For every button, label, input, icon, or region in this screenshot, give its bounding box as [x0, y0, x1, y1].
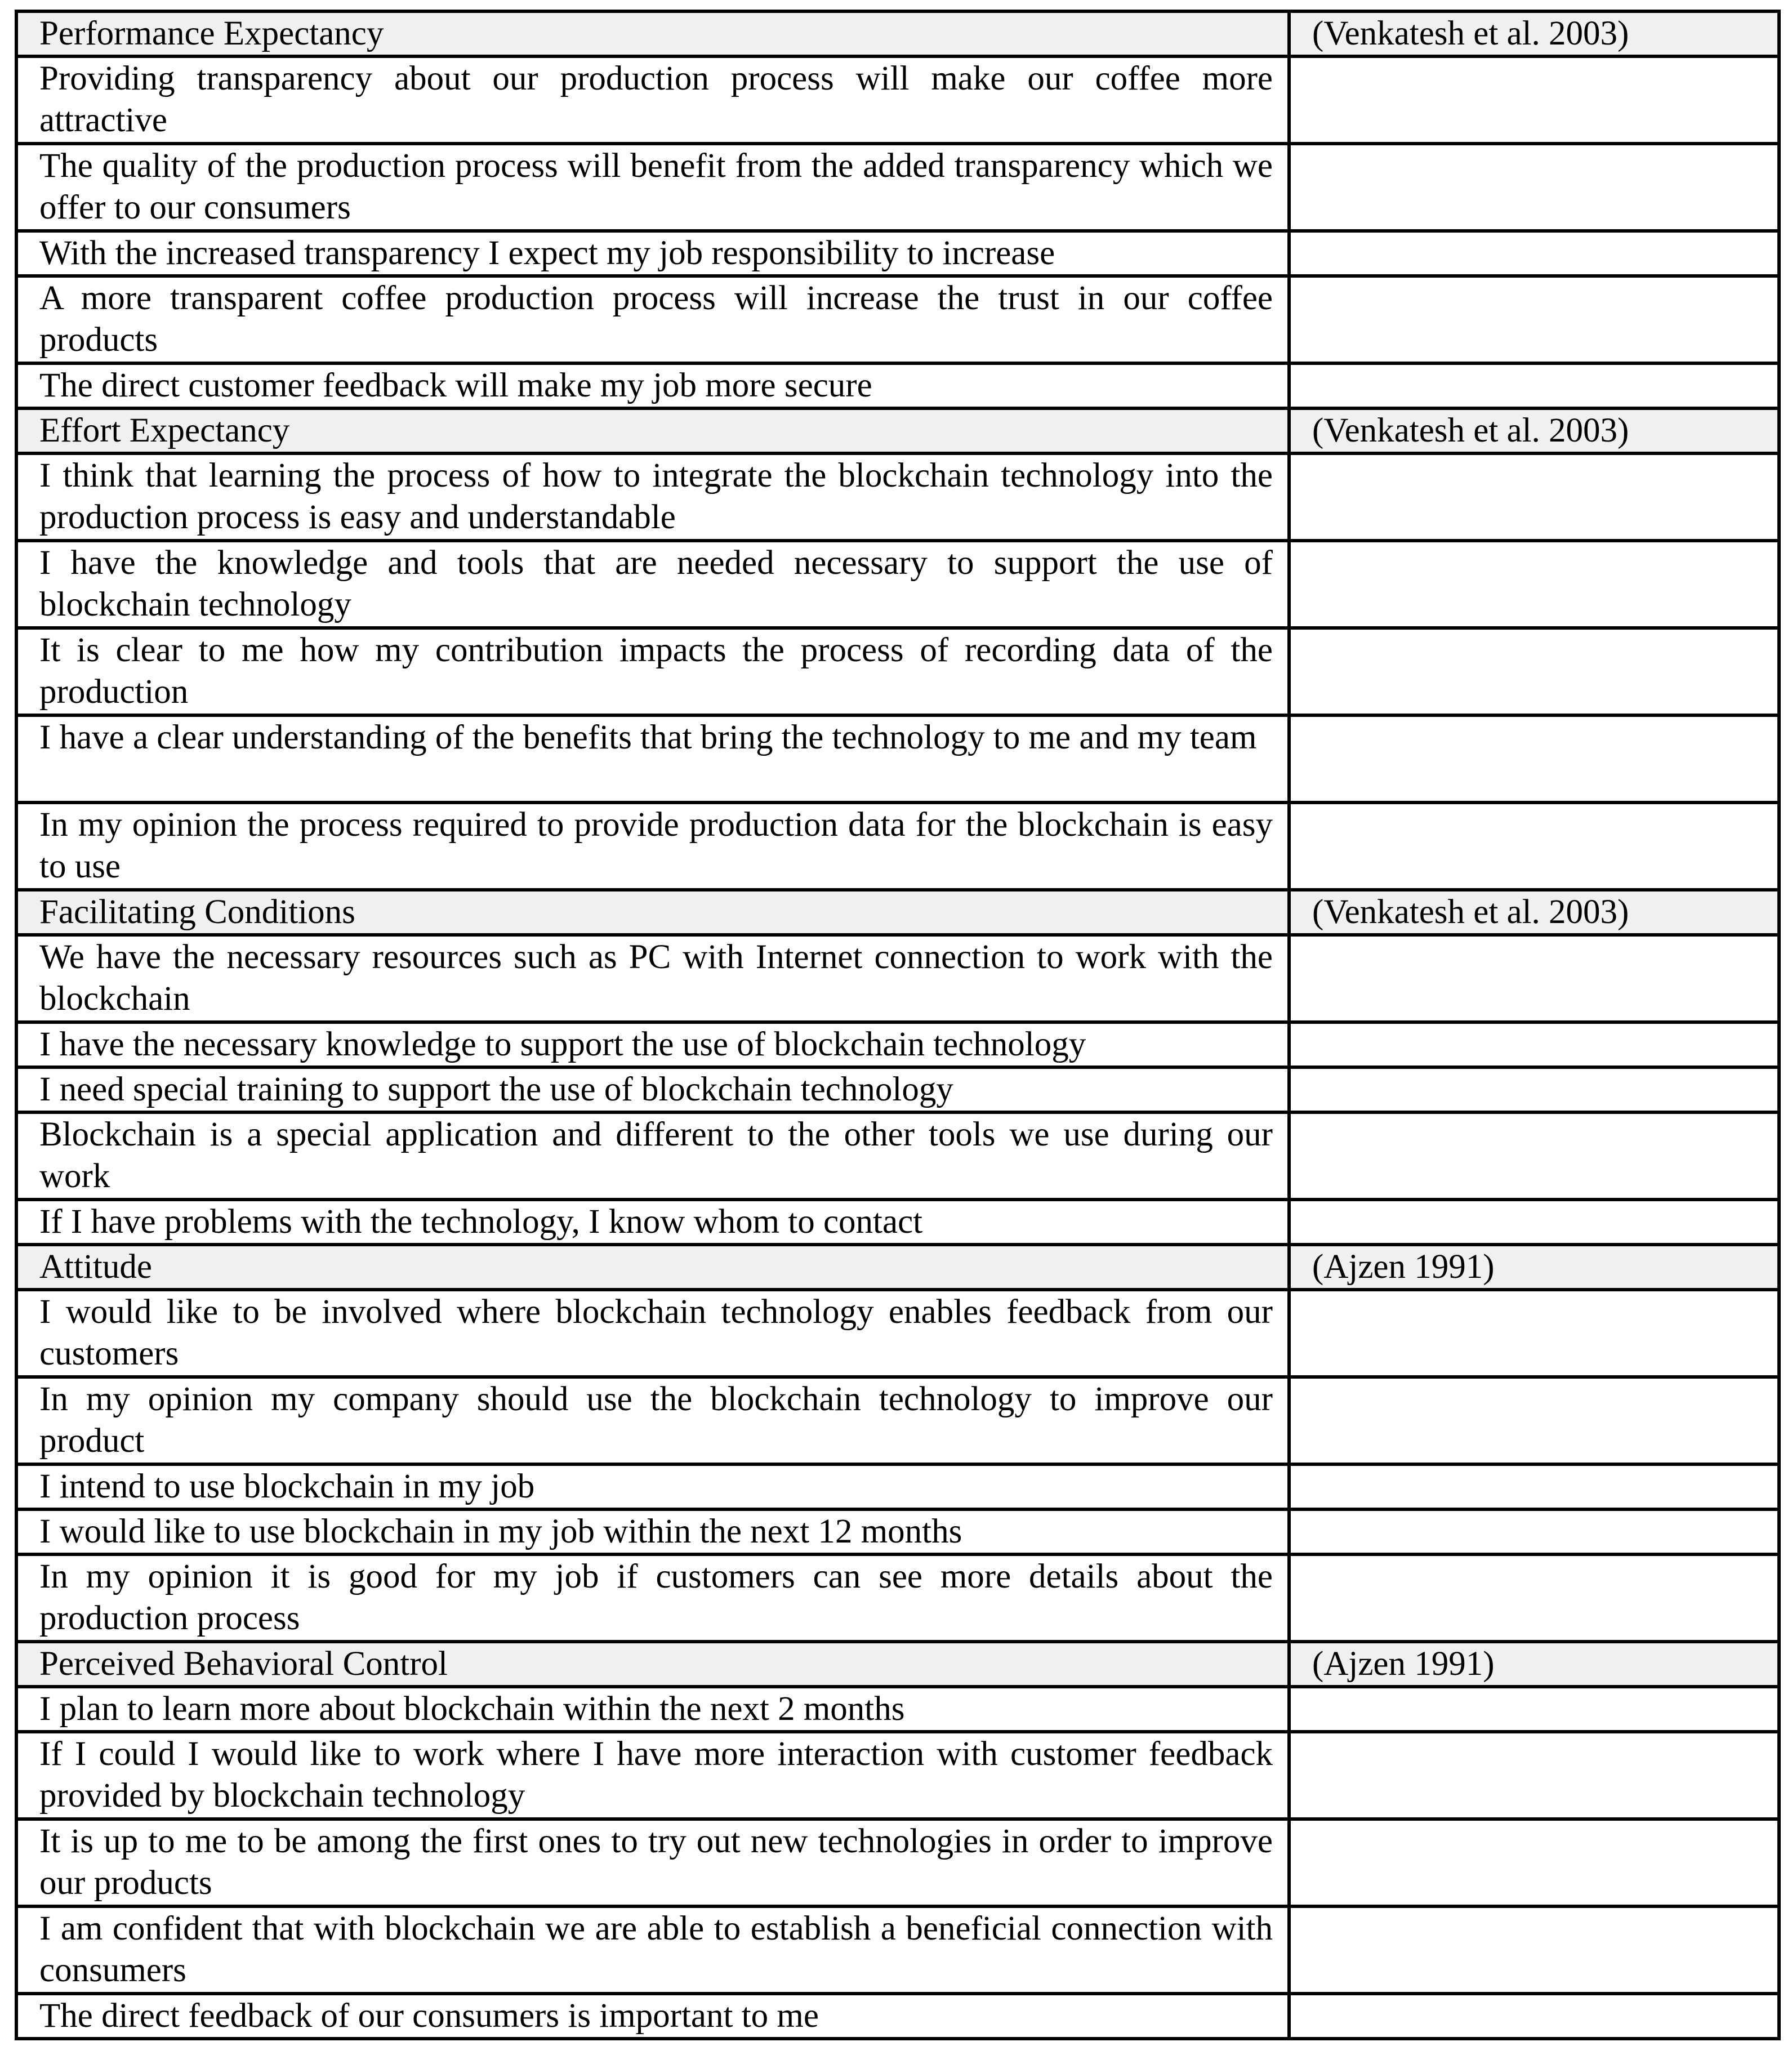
item-text: With the increased transparency I expect my job responsibility to increase [16, 231, 1289, 276]
item-text: I intend to use blockchain in my job [16, 1464, 1289, 1509]
table-row [16, 1906, 1779, 1994]
response-cell [1289, 935, 1779, 1022]
table-row [16, 1509, 1779, 1554]
section-source: (Venkatesh et al. 2003) [1289, 11, 1779, 56]
response-cell [1289, 144, 1779, 231]
item-text: If I have problems with the technology, I know whom to contact [16, 1200, 1289, 1245]
section-header-row [16, 890, 1779, 935]
table-row [16, 1067, 1779, 1112]
item-text: I think that learning the process of how to integrate the blockchain technology into the production process is easy and understandable [16, 453, 1289, 541]
item-text: It is up to me to be among the first ones to try out new technologies in order to improve our products [16, 1819, 1289, 1906]
table-row [16, 1022, 1779, 1067]
response-cell [1289, 1819, 1779, 1906]
table-row [16, 1732, 1779, 1819]
section-header-row [16, 11, 1779, 56]
table-row [16, 276, 1779, 363]
response-cell [1289, 1509, 1779, 1554]
response-cell [1289, 1200, 1779, 1245]
response-cell [1289, 541, 1779, 628]
section-header-row [16, 408, 1779, 453]
survey-items-table [15, 10, 1781, 2040]
section-source: (Ajzen 1991) [1289, 1245, 1779, 1290]
item-text: We have the necessary resources such as PC with Internet connection to work with the blockchain [16, 935, 1289, 1022]
item-text: In my opinion my company should use the blockchain technology to improve our product [16, 1377, 1289, 1464]
item-text: Blockchain is a special application and different to the other tools we use during our work [16, 1112, 1289, 1200]
table-row [16, 1200, 1779, 1245]
response-cell [1289, 453, 1779, 541]
response-cell [1289, 1022, 1779, 1067]
response-cell [1289, 803, 1779, 890]
section-source: (Ajzen 1991) [1289, 1642, 1779, 1687]
section-title: Performance Expectancy [16, 11, 1289, 56]
table-row [16, 935, 1779, 1022]
table-row [16, 56, 1779, 144]
table-row [16, 231, 1779, 276]
section-source: (Venkatesh et al. 2003) [1289, 408, 1779, 453]
table-row [16, 803, 1779, 890]
table-row [16, 1994, 1779, 2039]
table-row [16, 453, 1779, 541]
table-row [16, 1377, 1779, 1464]
response-cell [1289, 363, 1779, 408]
response-cell [1289, 276, 1779, 363]
section-source: (Venkatesh et al. 2003) [1289, 890, 1779, 935]
response-cell [1289, 628, 1779, 715]
section-title: Perceived Behavioral Control [16, 1642, 1289, 1687]
response-cell [1289, 1112, 1779, 1200]
item-text: In my opinion it is good for my job if customers can see more details about the production process [16, 1554, 1289, 1642]
response-cell [1289, 1290, 1779, 1377]
response-cell [1289, 1732, 1779, 1819]
response-cell [1289, 1994, 1779, 2039]
table-row [16, 1112, 1779, 1200]
response-cell [1289, 1687, 1779, 1732]
table-row [16, 1687, 1779, 1732]
response-cell [1289, 1906, 1779, 1994]
item-text: A more transparent coffee production process will increase the trust in our coffee products [16, 276, 1289, 363]
item-text: If I could I would like to work where I have more interaction with customer feedback provided by blockchain technology [16, 1732, 1289, 1819]
section-title: Attitude [16, 1245, 1289, 1290]
table-row [16, 1819, 1779, 1906]
table-row [16, 1464, 1779, 1509]
item-text: In my opinion the process required to provide production data for the blockchain is easy to use [16, 803, 1289, 890]
item-text: I have the knowledge and tools that are needed necessary to support the use of blockchain technology [16, 541, 1289, 628]
table-row [16, 715, 1779, 803]
item-text: I need special training to support the use of blockchain technology [16, 1067, 1289, 1112]
response-cell [1289, 1377, 1779, 1464]
section-title: Effort Expectancy [16, 408, 1289, 453]
item-text: It is clear to me how my contribution impacts the process of recording data of the production [16, 628, 1289, 715]
table-row [16, 363, 1779, 408]
table-row [16, 1290, 1779, 1377]
response-cell [1289, 1464, 1779, 1509]
item-text: I would like to be involved where blockchain technology enables feedback from our customers [16, 1290, 1289, 1377]
table-row [16, 144, 1779, 231]
response-cell [1289, 231, 1779, 276]
item-text: The quality of the production process will benefit from the added transparency which we offer to our consumers [16, 144, 1289, 231]
response-cell [1289, 1067, 1779, 1112]
item-text: The direct customer feedback will make my job more secure [16, 363, 1289, 408]
response-cell [1289, 56, 1779, 144]
table-row [16, 541, 1779, 628]
item-text: The direct feedback of our consumers is important to me [16, 1994, 1289, 2039]
section-header-row [16, 1245, 1779, 1290]
item-text: I would like to use blockchain in my job within the next 12 months [16, 1509, 1289, 1554]
item-text: I have the necessary knowledge to support the use of blockchain technology [16, 1022, 1289, 1067]
item-text: I plan to learn more about blockchain within the next 2 months [16, 1687, 1289, 1732]
response-cell [1289, 1554, 1779, 1642]
response-cell [1289, 715, 1779, 803]
item-text: I have a clear understanding of the benefits that bring the technology to me and my team [16, 715, 1289, 803]
item-text: I am confident that with blockchain we are able to establish a beneficial connection with consumers [16, 1906, 1289, 1994]
table-row [16, 1554, 1779, 1642]
item-text: Providing transparency about our production process will make our coffee more attractive [16, 56, 1289, 144]
section-header-row [16, 1642, 1779, 1687]
section-title: Facilitating Conditions [16, 890, 1289, 935]
table-row [16, 628, 1779, 715]
